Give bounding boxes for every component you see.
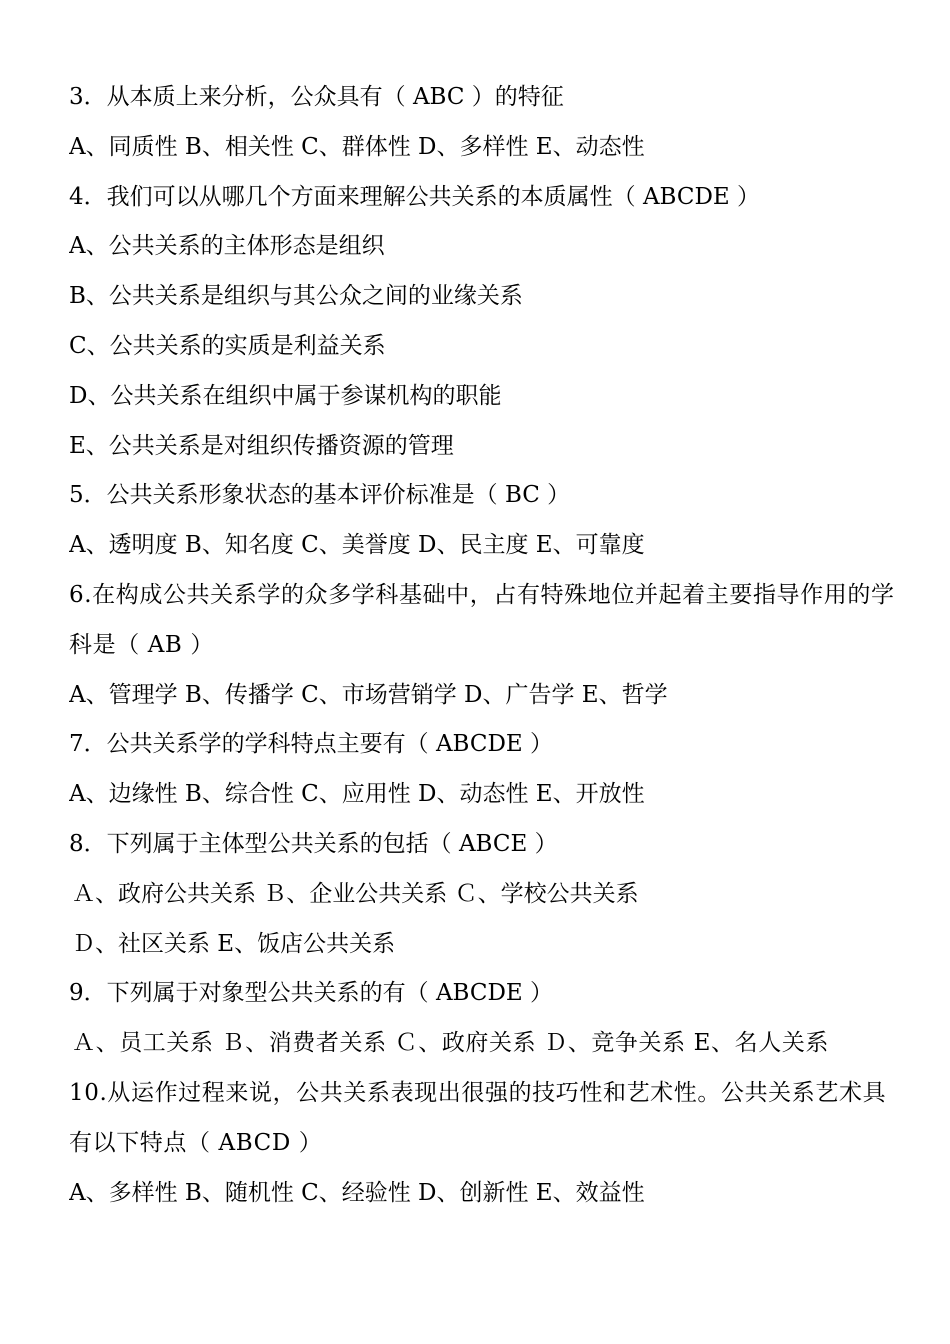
- question-5-options: A、透明度 B、知名度 C、美誉度 D、民主度 E、可靠度: [69, 532, 645, 559]
- question-9-options: Ａ、员工关系 Ｂ、消费者关系 Ｃ、政府关系 Ｄ、竞争关系 E、名人关系: [72, 1030, 830, 1057]
- question-8: 8．下列属于主体型公共关系的包括（ ABCE ）: [69, 830, 558, 857]
- question-6-options: A、管理学 B、传播学 C、市场营销学 D、广告学 E、哲学: [69, 681, 668, 708]
- question-4-option-b: B、公共关系是组织与其公众之间的业缘关系: [69, 283, 523, 310]
- question-4-option-e: E、公共关系是对组织传播资源的管理: [69, 432, 454, 459]
- document-page: [69, 73, 909, 1218]
- question-3: 3．从本质上来分析，公众具有（ ABC ）的特征: [69, 84, 564, 110]
- question-6: 6.在构成公共关系学的众多学科基础中，占有特殊地位并起着主要指导作用的学科是（ AB ）: [69, 581, 895, 658]
- question-8-options-line-2: Ｄ、社区关系 E、饭店公共关系: [72, 930, 396, 957]
- question-10-options: A、多样性 B、随机性 C、经验性 D、创新性 E、效益性: [69, 1179, 645, 1206]
- question-8-options-line-1: Ａ、政府公共关系 Ｂ、企业公共关系 Ｃ、学校公共关系: [72, 880, 639, 907]
- question-3-options: A、同质性 B、相关性 C、群体性 D、多样性 E、动态性: [69, 133, 645, 160]
- question-4-option-a: A、公共关系的主体形态是组织: [69, 233, 385, 260]
- question-4-option-c: C、公共关系的实质是利益关系: [69, 332, 386, 359]
- question-5: 5．公共关系形象状态的基本评价标准是（ BC ）: [69, 482, 571, 509]
- question-9: 9．下列属于对象型公共关系的有（ ABCDE ）: [69, 980, 554, 1007]
- question-10: 10.从运作过程来说，公共关系表现出很强的技巧性和艺术性。公共关系艺术具有以下特点（ ABCD ）: [69, 1079, 887, 1156]
- question-7: 7．公共关系学的学科特点主要有（ ABCDE ）: [69, 731, 554, 758]
- question-4-option-d: D、公共关系在组织中属于参谋机构的职能: [69, 382, 502, 409]
- question-7-options: A、边缘性 B、综合性 C、应用性 D、动态性 E、开放性: [69, 781, 645, 808]
- question-4: 4．我们可以从哪几个方面来理解公共关系的本质属性（ ABCDE ）: [69, 183, 761, 210]
